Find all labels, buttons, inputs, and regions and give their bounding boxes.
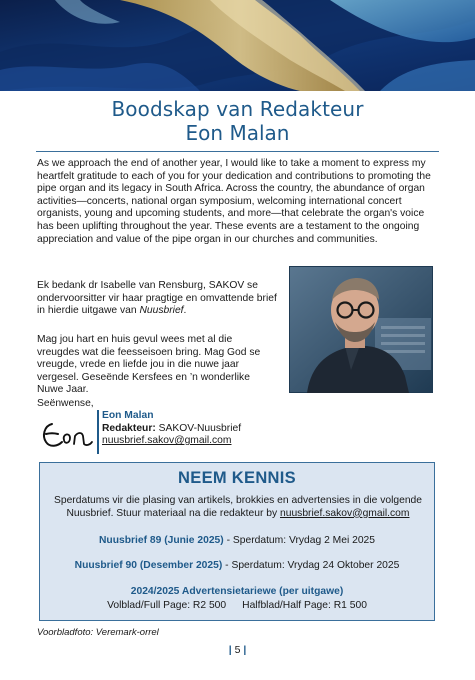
cover-banner-image <box>0 0 475 91</box>
notice-intro-text: Sperdatums vir die plasing van artikels, brokkies en advertensies in die volgende Nuusbrief. Stuur materiaal na die redakteur by <box>53 495 423 519</box>
notice-email-link[interactable]: nuusbrief.sakov@gmail.com <box>280 507 410 519</box>
ad-rates-title: 2024/2025 Advertensietariewe (per uitgawe) <box>130 586 344 597</box>
article-paragraph-1: As we approach the end of another year, I would like to take a moment to express my heartfelt gratitude to each of you for your dedication and contributions to promoting the pipe organ and its legacy in South Africa. Across the country, the abundance of organ activities—concerts, national organ symposium, welcoming international concert organists, young and upcoming students, and more—that celebrate the organ's voice has been uplifting throughout the year. These events are a testament to the ongoing appreciation and value of the pipe organ in our churches and communities. <box>37 158 431 245</box>
signature-role-value: SAKOV-Nuusbrief <box>155 422 242 434</box>
deadline-90 <box>40 560 434 571</box>
closing-greeting: Seënwense, <box>37 398 94 409</box>
newsletter-name: Nuusbrief <box>139 305 184 317</box>
page-number-bar-right: | <box>243 644 247 656</box>
signature-name: Eon Malan <box>102 410 154 421</box>
signature-block <box>102 410 241 448</box>
page-title: Boodskap van Redakteur <box>111 97 364 121</box>
signature-email-link[interactable]: nuusbrief.sakov@gmail.com <box>102 435 232 447</box>
notice-intro <box>50 495 426 520</box>
deadline-90-date: - Sperdatum: Vrydag 24 Oktober 2025 <box>222 560 400 571</box>
rate-half-page: Halfblad/Half Page: R1 500 <box>242 600 367 611</box>
notice-box <box>39 462 435 621</box>
page-number <box>0 644 475 656</box>
deadline-89 <box>40 535 434 546</box>
page-number-value: 5 <box>234 644 241 656</box>
deadline-90-label: Nuusbrief 90 (Desember 2025) <box>74 560 223 571</box>
ad-rates <box>40 600 434 611</box>
rate-full-page: Volblad/Full Page: R2 500 <box>107 600 227 611</box>
article-paragraph-2-text: Ek bedank dr Isabelle van Rensburg, SAKOV se ondervoorsitter vir haar pragtige en omvattende brief in hierdie uitgawe van <box>37 280 277 317</box>
notice-heading: NEEM KENNIS <box>178 469 296 487</box>
cover-photo-caption: Voorbladfoto: Veremark-orrel <box>37 627 159 638</box>
article-paragraph-2-end: . <box>183 305 187 317</box>
article-paragraph-3: Mag jou hart en huis gevul wees met al die vreugdes wat die feesseisoen bring. Mag God se vreugde, vrede en liefde jou in die nuwe jaar vergesel. Geseënde Kersfees en ’n wonderlike Nuwe Jaar. <box>37 334 261 396</box>
page-author: Eon Malan <box>185 121 290 145</box>
signature-role-label: Redakteur: <box>102 422 156 434</box>
deadline-89-label: Nuusbrief 89 (Junie 2025) <box>98 535 224 546</box>
deadline-89-date: - Sperdatum: Vrydag 2 Mei 2025 <box>223 535 376 546</box>
page-number-bar-left: | <box>228 644 232 656</box>
title-divider <box>36 151 439 152</box>
handwritten-signature <box>38 416 96 454</box>
editor-portrait-photo <box>289 266 433 393</box>
signature-divider <box>97 410 99 454</box>
article-paragraph-2 <box>37 280 277 318</box>
signature-role <box>102 423 241 436</box>
